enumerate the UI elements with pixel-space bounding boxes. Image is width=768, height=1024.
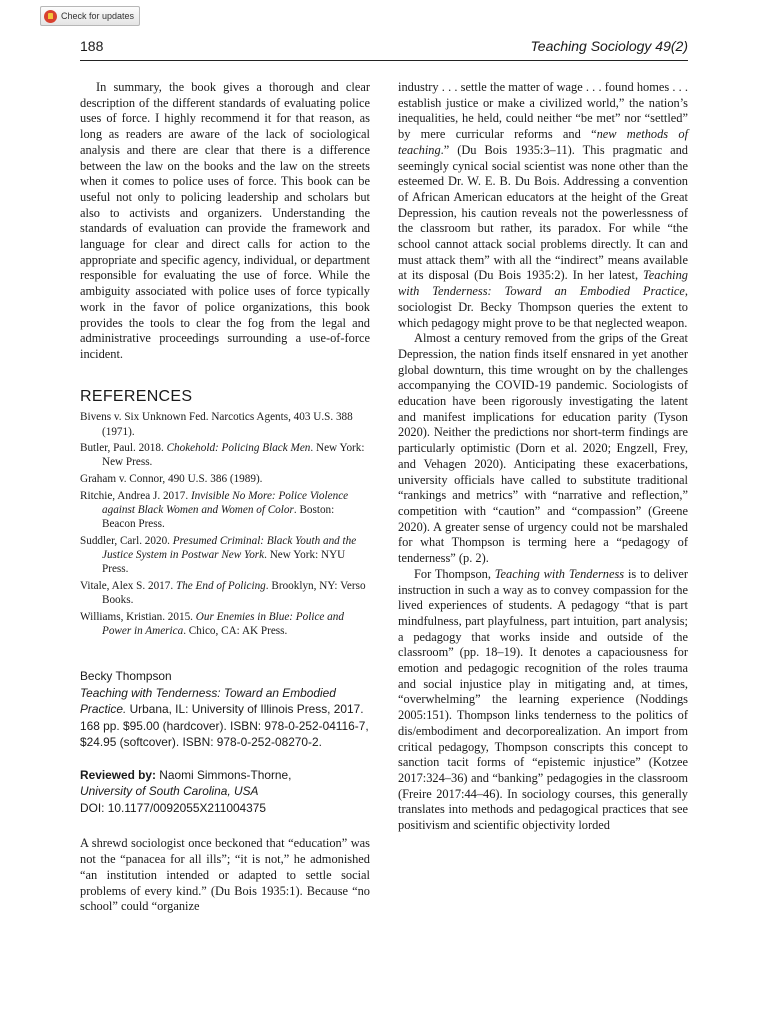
review-opening-paragraph: A shrewd sociologist once beckoned that “education” was not the “panacea for all ills”; “it is not,” he admonished “an institution intended or adapted to settle social problems of every kind.” (Du Bois 1935:1). Because “no school” could “organize <box>80 836 370 914</box>
left-column <box>80 80 370 915</box>
reference-item: Williams, Kristian. 2015. Our Enemies in Blue: Police and Power in America. Chico, CA: AK Press. <box>80 611 344 638</box>
reviewer-name: Naomi Simmons-Thorne, <box>156 767 292 782</box>
reference-item: Vitale, Alex S. 2017. The End of Policing. Brooklyn, NY: Verso Books. <box>80 580 366 607</box>
reviewed-book-info <box>80 668 370 751</box>
review-doi: DOI: 10.1177/0092055X211004375 <box>80 800 267 815</box>
reference-item: Butler, Paul. 2018. Chokehold: Policing Black Men. New York: New Press. <box>80 442 365 469</box>
book-details: Urbana, IL: University of Illinois Press, 2017. 168 pp. $95.00 (hardcover). ISBN: 978-0-252-04116-7, $24.95 (softcover). ISBN: 978-0-252-08270-2. <box>80 702 369 750</box>
reference-item: Graham v. Connor, 490 U.S. 386 (1989). <box>80 473 263 486</box>
references-heading: REFERENCES <box>80 387 193 405</box>
summary-paragraph: In summary, the book gives a thorough and clear description of the different standards of evaluating police uses of force. I highly recommend it for that reason, as long as readers are aware of the lack of sociological analysis and there are clear that there is a difference between the law on the books and the law on the streets when it comes to police uses of force. This book can be useful not only to policing leadership and scholars but also to activists and organizers. Understanding the standards of evaluation can provide the framework and language for clear and direct calls for action to the appropriate and specific agency, individual, or department responsible for evaluating the use of force. While the ambiguity associated with police uses of force typically work in the favor of police organizations, this book provides the tools to clear the fog from the legal and administrative proceedings surrounding a use-of-force incident. <box>80 80 370 361</box>
reviewer-affiliation: University of South Carolina, USA <box>80 784 259 799</box>
reference-item: Suddler, Carl. 2020. Presumed Criminal: Black Youth and the Justice System in Postwar New York. New York: NYU Press. <box>80 534 357 576</box>
reviewer-info <box>80 767 370 817</box>
reviewed-by-label: Reviewed by: <box>80 767 156 782</box>
check-updates-icon <box>44 10 57 23</box>
reference-item: Ritchie, Andrea J. 2017. Invisible No More: Police Violence against Black Women and Women of Color. Boston: Beacon Press. <box>80 489 349 531</box>
reference-item: Bivens v. Six Unknown Fed. Narcotics Agents, 403 U.S. 388 (1971). <box>80 411 353 438</box>
book-author: Becky Thompson <box>80 669 172 684</box>
check-updates-label: Check for updates <box>61 11 135 21</box>
review-paragraph-3: For Thompson, Teaching with Tenderness is to deliver instruction in such a way as to convey compassion for the lived experiences of students. A pedagogy “that is part mindfulness, part playfulness, part intuition, part analysis; a pedagogy that works inside and outside of the classroom” (pp. 18–19). It denotes a capaciousness for emotion and pedagogic recognition of the roles trauma and social injustice play in mitigating and, at times, “overwhelming” the learning experience (Noddings 2005:151). Thompson links tenderness to the politics of dis/embodiment and decorporealization. An import from critical pedagogy, Thompson conscripts this concept to sanction tacit forms of “epistemic injustice” (Kotzee 2017:324–36) and “banking” pedagogies in the classroom (Freire 2017:44–46). In sociology courses, this generally translates into methods and pedagogical practices that see positivism and scientific objectivity lorded <box>398 566 688 833</box>
page-number: 188 <box>80 38 104 54</box>
header-rule <box>80 60 688 61</box>
check-for-updates-badge[interactable] <box>40 6 140 26</box>
review-paragraph-2: Almost a century removed from the grips of the Great Depression, the nation finds itself ensnared in yet another global downturn, this time wrought on by the challenges accompanying the COVID-19 pandemic. Sociologists of education have been rigorously investigating the latent and manifest implications for education parity (Tyson 2020). Neither the predictions nor short-term findings are particularly optimistic (Dorn et al. 2020; Engzell, Frey, and Vehagen 2020). Anticipating these exacerbations, university officials have called to substitute traditional “rankings and metrics” with “narrative and reflection,” competition with “caution” and “compassion” (Greene 2020). A greater sense of urgency could not be marshaled for what Thompson is terming here a “pedagogy of tenderness” (p. 2). <box>398 331 688 566</box>
journal-running-head: Teaching Sociology 49(2) <box>530 38 688 54</box>
review-paragraph-1: industry . . . settle the matter of wage . . . found homes . . . establish justice or make a civilized world,” the nation’s inequalities, he held, could neither “be met” nor “settled” by mere curricular reforms and “new methods of teaching.” (Du Bois 1935:3–11). This pragmatic and seemingly cynical social scientist was none other than the esteemed Dr. W. E. B. Du Bois. Addressing a convention of African American educators at the height of the Great Depression, his caution reveals not the powerlessness of the classroom but rather, its paradox. For while “the school cannot attack social problems directly. It can and must attack them” with all the “indirect” means available at its disposal (Du Bois 1935:2). In her latest, Teaching with Tenderness: Toward an Embodied Practice, sociologist Dr. Becky Thompson queries the extent to which pedagogy might prove to be that neglected weapon. <box>398 80 689 330</box>
right-column <box>398 80 688 834</box>
book-title: Teaching with Tenderness: Toward an Embodied Practice. <box>80 685 336 717</box>
